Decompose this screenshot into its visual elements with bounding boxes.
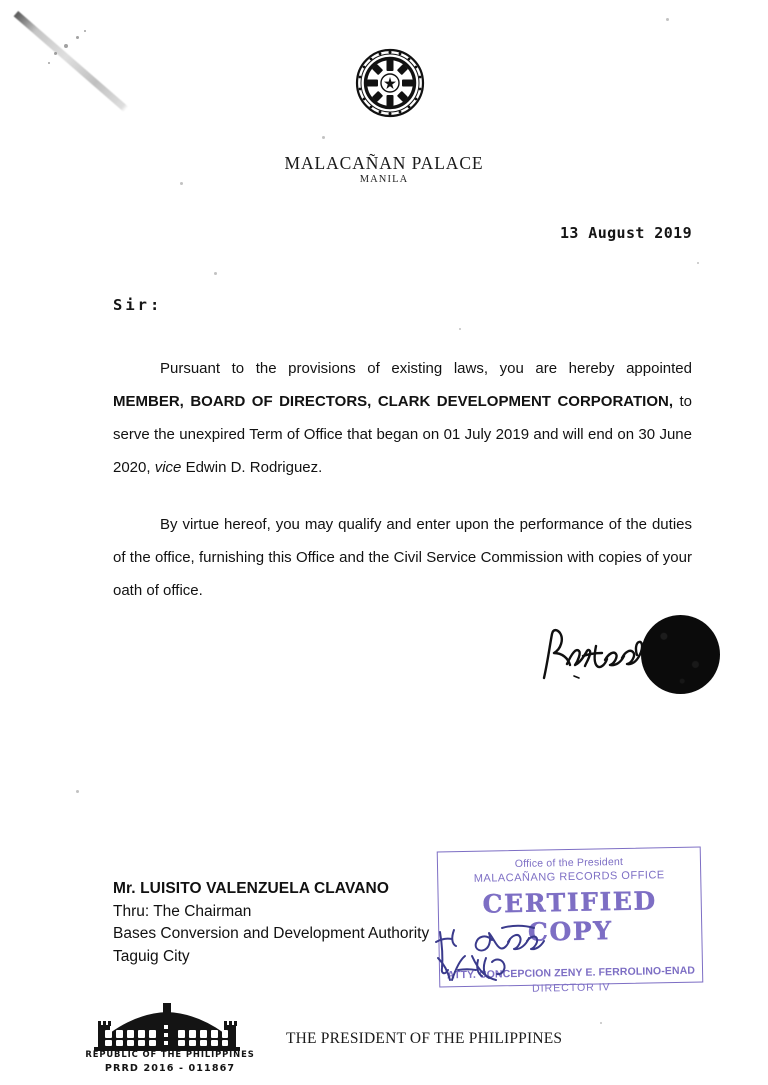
salutation: Sir:	[113, 296, 163, 314]
letterhead-subtitle: MANILA	[359, 174, 409, 185]
scan-speck	[697, 262, 699, 264]
scan-speck	[322, 136, 325, 139]
addressee-organization: Bases Conversion and Development Authority	[113, 925, 430, 942]
scan-speck	[76, 790, 79, 793]
malacanang-palace-building-seal-icon	[80, 1003, 260, 1081]
qualification-paragraph: By virtue hereof, you may qualify and enter upon the performance of the duties of the office, furnishing this Office and the Civil Service Commission with copies of your oath of office.	[113, 516, 692, 599]
scan-speck	[600, 1022, 602, 1024]
addressee-thru: Thru: The Chairman	[113, 902, 252, 920]
stamp-attorney-name: ATTY. CONCEPCION ZENY E. FERROLINO-ENAD	[446, 964, 696, 982]
stamp-certified-copy-text: CERTIFIED COPY	[482, 886, 658, 947]
addressee-block	[113, 878, 429, 968]
president-title-line: THE PRESIDENT OF THE PHILIPPINES	[286, 1030, 563, 1047]
appointment-paragraph: Pursuant to the provisions of existing laws, you are hereby appointed MEMBER, BOARD OF DIRECTORS, CLARK DEVELOPMENT CORPORATION, to serve the unexpired Term of Office that began on 01 July 2019 and will end on 30 June 2020, vice Edwin D. Rodriguez.	[113, 360, 692, 476]
black-circle-redaction-icon	[641, 615, 720, 694]
scan-speck	[666, 18, 669, 21]
stamp-records-office-line: MALACAÑANG RECORDS OFFICE	[473, 869, 665, 885]
letter-body	[113, 352, 692, 607]
scan-speck	[459, 328, 461, 330]
stamp-office-line: Office of the President	[514, 855, 624, 871]
handwritten-signature-icon	[534, 620, 654, 690]
footer-republic-line: REPUBLIC OF THE PHILIPPINES	[85, 1049, 255, 1059]
footer-serial-line: PRRD 2016 - 011867	[104, 1063, 236, 1074]
addressee-city: Taguig City	[113, 947, 190, 965]
document-date: 13 August 2019	[559, 224, 692, 242]
scan-streak-artifact-icon	[4, 6, 132, 124]
scan-speck	[214, 272, 217, 275]
stamp-position: DIRECTOR IV	[532, 981, 611, 995]
page-title: MALACAÑAN PALACE	[284, 153, 484, 173]
addressee-name: Mr. LUISITO VALENZUELA CLAVANO	[113, 880, 389, 897]
philippine-republic-seal-icon	[355, 48, 425, 118]
certified-copy-stamp	[437, 846, 704, 995]
